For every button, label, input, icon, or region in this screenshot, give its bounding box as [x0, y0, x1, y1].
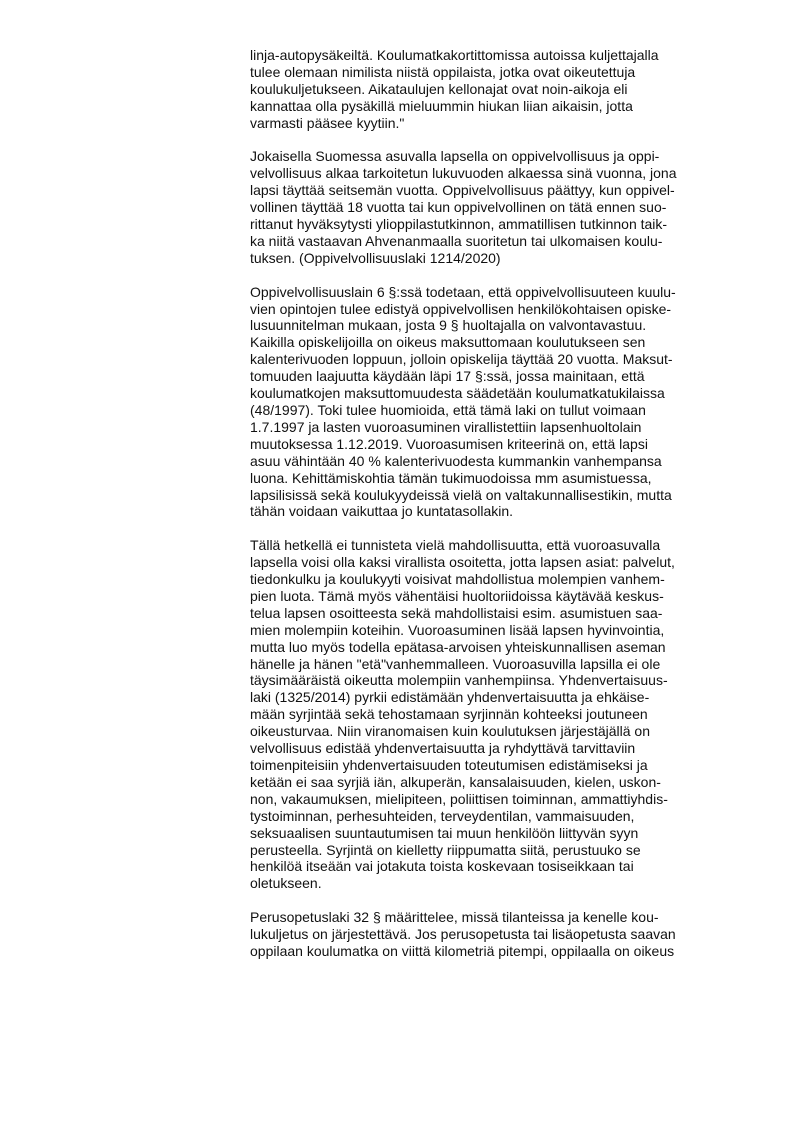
text-line: non, vakaumuksen, mielipiteen, poliittisen toiminnan, ammattiyhdis- [250, 790, 668, 807]
text-line: (48/1997). Toki tulee huomioida, että tämä laki on tullut voimaan [250, 402, 646, 418]
text-line: mien molempiin koteihin. Vuoroasuminen lisää lapsen hyvinvointia, [250, 621, 665, 638]
text-line: Jokaisella Suomessa asuvalla lapsella on oppivelvollisuus ja oppi- [250, 148, 660, 165]
text-line: hänelle ja hänen "etä"vanhemmalleen. Vuoroasuvilla lapsilla ei ole [250, 655, 661, 672]
text-line: kalenterivuoden loppuun, jolloin opiskelija täyttää 20 vuotta. Maksut- [250, 351, 673, 368]
text-line: varmasti pääsee kyytiin." [250, 114, 405, 131]
text-line: oikeusturvaa. Niin viranomaisen kuin koulutuksen järjestäjällä on [250, 723, 650, 740]
paragraph-bus-stop-schedule [250, 47, 740, 132]
text-line: täysimääräistä oikeutta molempiin vanhempiinsa. Yhdenvertaisuus- [250, 672, 668, 689]
text-line: Kaikilla opiskelijoilla on oikeus maksuttomaan koulutukseen sen [250, 334, 646, 351]
text-line: linja-autopysäkeiltä. Koulumatkakortittomissa autoissa kuljettajalla [250, 47, 659, 63]
text-line: kannattaa olla pysäkillä mieluummin hiukan liian aikaisin, jotta [250, 97, 633, 114]
text-line: tomuuden laajuutta käydään läpi 17 §:ssä, jossa mainitaan, että [250, 368, 645, 385]
text-line: lapsilisissä sekä koulukyydeissä vielä on valtakunnallisestikin, mutta [250, 486, 672, 503]
text-line: oppilaan koulumatka on viittä kilometriä pitempi, oppilaalla on oikeus [250, 942, 675, 959]
text-line: koulumatkojen maksuttomuudesta säädetään koulumatkatukilaissa [250, 385, 665, 402]
text-line: mään syrjintää sekä tehostamaan syrjinnän kohteeksi joutuneen [250, 706, 648, 723]
text-line: asuu vähintään 40 % kalenterivuodesta kummankin vanhempansa [250, 452, 662, 469]
text-line: tystoiminnan, perhesuhteiden, terveydentilan, vammaisuuden, [250, 807, 635, 824]
text-line: henkilöä itseään vai jotakuta toista koskevaan tosiseikkaan tai [250, 858, 634, 875]
text-line: ketään ei saa syrjiä iän, alkuperän, kansalaisuuden, kielen, uskon- [250, 773, 661, 790]
text-line: lapsella voisi olla kaksi virallista osoitetta, jotta lapsen asiat: palvelut, [250, 554, 675, 571]
text-line: oletukseen. [250, 875, 322, 892]
text-line: tähän voidaan vaikuttaa jo kuntatasollakin. [250, 503, 514, 520]
body-text [250, 47, 740, 977]
text-line: mutta luo myös todella epätasa-arvoisen yhteiskunnallisen aseman [250, 638, 666, 655]
text-line: velvollisuus edistää yhdenvertaisuutta ja ryhdyttävä tarvittaviin [250, 740, 636, 757]
text-line: rittanut hyväksytysti ylioppilastutkinnon, ammatillisen tutkinnon taik- [250, 216, 668, 233]
text-line: pien luota. Tämä myös vähentäisi huoltoriidoissa käytävää keskus- [250, 587, 664, 604]
text-line: toimenpiteisiin yhdenvertaisuuden toteutumisen edistämiseksi ja [250, 757, 648, 774]
paragraph-basic-education-act [250, 909, 740, 960]
text-line: tiedonkulku ja koulukyyti voisivat mahdollistua molempien vanhem- [250, 571, 665, 588]
text-line: lukuljetus on järjestettävä. Jos perusopetusta tai lisäopetusta saavan [250, 926, 676, 943]
paragraph-compulsory-education-act [250, 284, 740, 521]
text-line: vien opintojen tulee edistyä oppivelvollisen henkilökohtaisen opiske- [250, 300, 672, 317]
text-line: Tällä hetkellä ei tunnisteta vielä mahdollisuutta, että vuoroasuvalla [250, 537, 661, 554]
text-line: luona. Kehittämiskohtia tämän tukimuodoissa mm asumistuessa, [250, 469, 652, 486]
text-line: 1.7.1997 ja lasten vuoroasuminen virallistettiin lapsenhuoltolain [250, 418, 642, 435]
text-line: koulukuljetukseen. Aikataulujen kellonajat ovat noin-aikoja eli [250, 80, 628, 97]
text-line: lapsi täyttää seitsemän vuotta. Oppivelvollisuus päättyy, kun oppivel- [250, 182, 675, 199]
text-line: ka niitä vastaavan Ahvenanmaalla suoritetun tai ulkomaisen koulu- [250, 232, 663, 249]
text-line: laki (1325/2014) pyrkii edistämään yhdenvertaisuutta ja ehkäise- [250, 689, 650, 706]
text-line: lusuunnitelman mukaan, josta 9 § huoltajalla on valvontavastuu. [250, 317, 647, 334]
text-line: muutoksessa 1.12.2019. Vuoroasumisen kriteerinä on, että lapsi [250, 435, 648, 452]
text-line: tuksen. (Oppivelvollisuuslaki 1214/2020) [250, 249, 501, 266]
text-line: perusteella. Syrjintä on kielletty riippumatta siitä, perustuuko se [250, 841, 641, 858]
text-line: tulee olemaan nimilista niistä oppilaista, jotka ovat oikeutettuja [250, 63, 636, 80]
text-line: telua lapsen osoitteesta sekä mahdollistaisi esim. asumistuen saa- [250, 604, 663, 621]
text-line: Perusopetuslaki 32 § määrittelee, missä tilanteissa ja kenelle kou- [250, 909, 659, 926]
text-line: vollinen täyttää 18 vuotta tai kun oppivelvollinen on tätä ennen suo- [250, 199, 667, 216]
paragraph-alternating-residence [250, 537, 740, 892]
text-line: Oppivelvollisuuslain 6 §:ssä todetaan, että oppivelvollisuuteen kuulu- [250, 283, 676, 300]
paragraph-compulsory-education [250, 148, 740, 266]
text-line: seksuaalisen suuntautumisen tai muun henkilöön liittyvän syyn [250, 824, 639, 841]
text-line: velvollisuus alkaa tarkoitetun lukuvuoden alkaessa sinä vuonna, jona [250, 165, 677, 182]
